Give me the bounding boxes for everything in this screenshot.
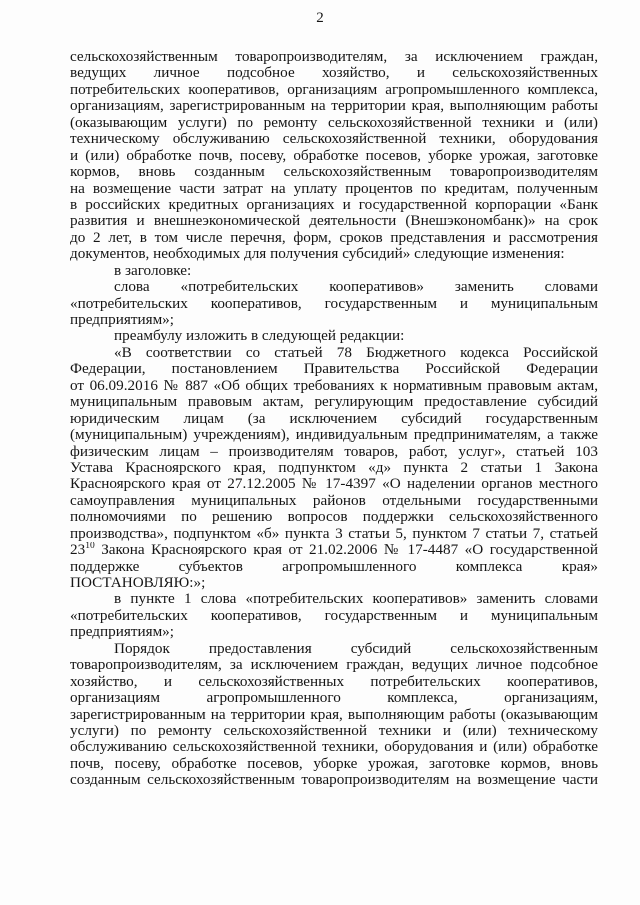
text-line: зарегистрированным на территории края, выполняющим работы (оказывающим (70, 706, 598, 723)
text-line: Устава Красноярского края, подпунктом «д» пункта 2 статьи 1 Закона (70, 459, 598, 476)
text-line: развития и внешнеэкономической деятельности (Внешэкономбанк)» на срок (70, 213, 598, 230)
text-line: ведущих личное подсобное хозяйство, и сельскохозяйственных (70, 65, 598, 82)
text-line: «потребительских кооперативов, государственным и муниципальным (70, 607, 598, 624)
text-line: кормов, вновь созданным сельскохозяйственным товаропроизводителям (70, 164, 598, 181)
text-line: муниципальным правовым актам, регулирующим предоставление субсидий (70, 394, 598, 411)
text-line: и (или) обработке почв, посеву, обработке посевов, уборке урожая, заготовке (70, 147, 598, 164)
text-line: на возмещение части затрат на уплату процентов по кредитам, полученным (70, 180, 598, 197)
text-line: в российских кредитных организациях и государственной корпорации «Банк (70, 196, 598, 213)
text-line: в заголовке: (114, 262, 192, 279)
text-line: «потребительских кооперативов, государственным и муниципальным (70, 295, 598, 312)
text-line: слова «потребительских кооперативов» заменить словами (114, 279, 598, 296)
text-line: преамбулу изложить в следующей редакции: (114, 328, 405, 345)
text-line: организациям, зарегистрированным на территории края, выполняющим работы (70, 98, 598, 115)
text-line: документов, необходимых для получения субсидий» следующие изменения: (70, 246, 565, 263)
text-line: Порядок предоставления субсидий сельскохозяйственным (114, 640, 598, 657)
text-line: от 06.09.2016 № 887 «Об общих требованиях к нормативным правовым актам, (70, 377, 598, 394)
text-line: товаропроизводителям, за исключением граждан, ведущих личное подсобное (70, 657, 598, 674)
text-line: до 2 лет, в том числе перечня, форм, сроков представления и рассмотрения (70, 229, 598, 246)
text-line: производства», подпунктом «б» пункта 3 статьи 5, пунктом 7 статьи 7, статьей (70, 525, 598, 542)
text-line: физическим лицам – производителям товаров, работ, услуг», статьей 103 (70, 443, 598, 460)
text-line: созданным сельскохозяйственным товаропроизводителям на возмещение части (70, 772, 598, 789)
text-line: организациям агропромышленного комплекса, организациям, (70, 690, 598, 707)
text-line: (оказывающим услуги) по ремонту сельскохозяйственной техники и (или) (70, 114, 598, 131)
text-line: самоуправления муниципальных районов отдельными государственными (70, 492, 598, 509)
text-line: полномочиями по решению вопросов поддержки сельскохозяйственного (70, 509, 598, 526)
page-number: 2 (316, 10, 324, 26)
text-line: потребительских кооперативов, организациям агропромышленного комплекса, (70, 81, 598, 98)
text-line: Федерации, постановлением Правительства Российской Федерации (70, 361, 598, 378)
text-line: юридическим лицам (за исключением субсидий государственным (70, 410, 598, 427)
text-line: ПОСТАНОВЛЯЮ:»; (70, 575, 206, 591)
text-line: «В соответствии со статьей 78 Бюджетного кодекса Российской (114, 344, 598, 361)
text-segment: 23 (70, 542, 86, 559)
text-line: сельскохозяйственным товаропроизводителям, за исключением граждан, (70, 49, 598, 65)
text-line: обслуживанию сельскохозяйственной техники, оборудования и (или) обработке (70, 739, 598, 756)
text-line: Красноярского края от 27.12.2005 № 17-4397 «О наделении органов местного (70, 476, 598, 493)
text-line: в пункте 1 слова «потребительских кооперативов» заменить словами (114, 591, 598, 608)
text-line: (муниципальным) учреждениям), индивидуальным предпринимателям, а также (70, 427, 598, 444)
text-line: почв, посеву, обработке посевов, уборке урожая, заготовке кормов, вновь (70, 755, 598, 772)
text-line: предприятиям»; (70, 312, 174, 328)
superscript: 10 (85, 542, 95, 552)
text-line: услуги) по ремонту сельскохозяйственной техники и (или) техническому (70, 722, 598, 739)
text-segment: Закона Красноярского края от 21.02.2006 № 17-4487 «О государственной (94, 542, 598, 559)
text-line: предприятиям»; (70, 624, 174, 641)
text-line (70, 542, 598, 558)
body-text (70, 49, 598, 789)
text-line: техническому обслуживанию сельскохозяйственной техники, оборудования (70, 131, 598, 148)
text-line: хозяйство, и сельскохозяйственных потребительских кооперативов, (70, 673, 598, 690)
text-line: поддержке субъектов агропромышленного комплекса края» (70, 558, 598, 575)
